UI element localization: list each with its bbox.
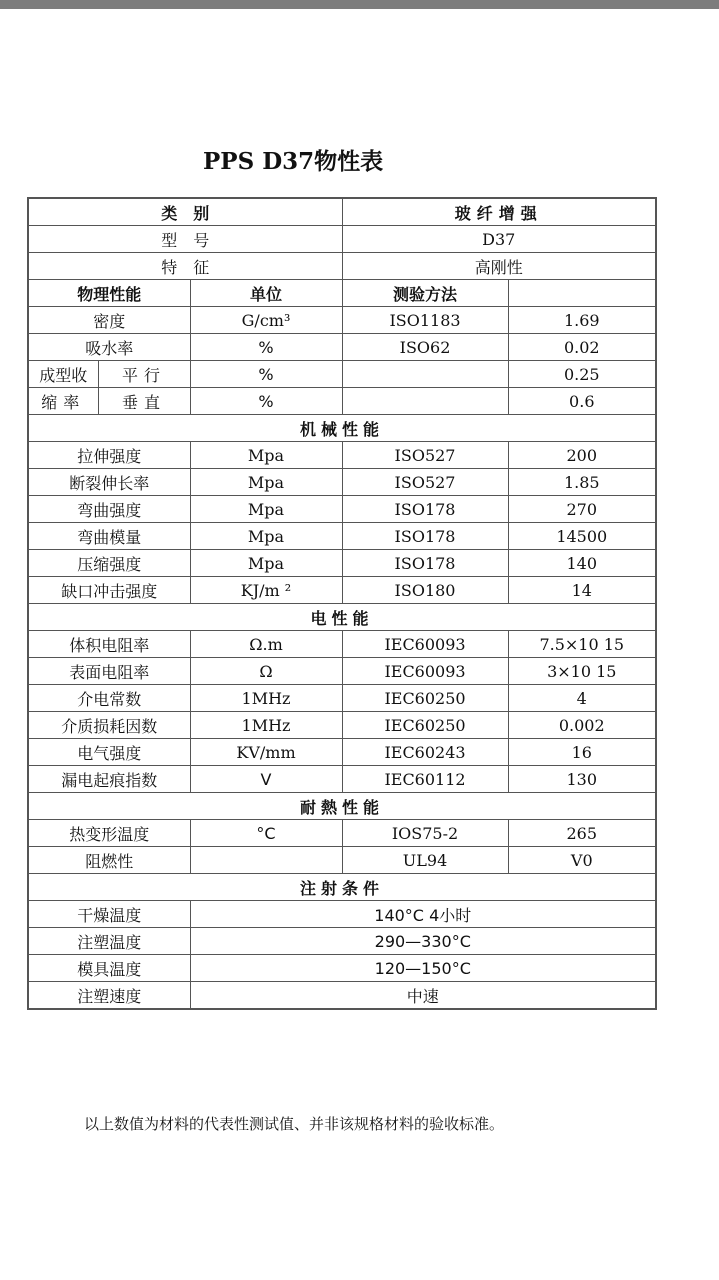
table-row — [28, 361, 656, 388]
property-value: 14 — [508, 577, 656, 604]
condition-name: 注塑速度 — [28, 982, 190, 1010]
property-value: 200 — [508, 442, 656, 469]
property-method: IEC60243 — [342, 739, 508, 766]
model-row — [28, 226, 656, 253]
top-status-bar — [0, 0, 719, 9]
property-name: 热变形温度 — [28, 820, 190, 847]
property-method — [342, 361, 508, 388]
feature-value: 高刚性 — [342, 253, 656, 280]
section-row — [28, 874, 656, 901]
property-method: IEC60112 — [342, 766, 508, 793]
property-method: IEC60250 — [342, 685, 508, 712]
property-name: 平行 — [98, 361, 190, 388]
property-value: 1.69 — [508, 307, 656, 334]
category-value: 玻纤增强 — [342, 198, 656, 226]
property-name: 弯曲强度 — [28, 496, 190, 523]
property-name: 断裂伸长率 — [28, 469, 190, 496]
category-label: 类 别 — [28, 198, 342, 226]
column-header-row — [28, 280, 656, 307]
property-method: IOS75-2 — [342, 820, 508, 847]
property-method — [342, 388, 508, 415]
table-row — [28, 496, 656, 523]
property-table — [27, 197, 657, 1010]
section-mechanical: 机械性能 — [28, 415, 656, 442]
property-unit: G/cm³ — [190, 307, 342, 334]
property-method: ISO527 — [342, 442, 508, 469]
property-value: 0.6 — [508, 388, 656, 415]
section-row — [28, 793, 656, 820]
property-value: 140 — [508, 550, 656, 577]
property-unit: % — [190, 361, 342, 388]
property-unit: Mpa — [190, 442, 342, 469]
property-method: IEC60093 — [342, 631, 508, 658]
table-row — [28, 550, 656, 577]
property-value: 7.5×10 15 — [508, 631, 656, 658]
section-row — [28, 415, 656, 442]
property-value: 14500 — [508, 523, 656, 550]
property-unit: KV/mm — [190, 739, 342, 766]
condition-name: 模具温度 — [28, 955, 190, 982]
property-method: UL94 — [342, 847, 508, 874]
table-row — [28, 631, 656, 658]
table-row — [28, 847, 656, 874]
table-row — [28, 523, 656, 550]
table-row — [28, 712, 656, 739]
property-value: 0.25 — [508, 361, 656, 388]
table-row — [28, 334, 656, 361]
col-property: 物理性能 — [28, 280, 190, 307]
property-method: IEC60250 — [342, 712, 508, 739]
property-name: 压缩强度 — [28, 550, 190, 577]
model-label: 型 号 — [28, 226, 342, 253]
property-name: 密度 — [28, 307, 190, 334]
property-method: ISO178 — [342, 496, 508, 523]
table-row — [28, 955, 656, 982]
property-value: 1.85 — [508, 469, 656, 496]
property-value: 3×10 15 — [508, 658, 656, 685]
property-value: 0.02 — [508, 334, 656, 361]
category-row — [28, 198, 656, 226]
property-value: V0 — [508, 847, 656, 874]
table-row — [28, 928, 656, 955]
property-value: 265 — [508, 820, 656, 847]
table-row — [28, 820, 656, 847]
page-title: PPS D37物性表 — [203, 148, 384, 175]
model-value: D37 — [342, 226, 656, 253]
property-unit: °C — [190, 820, 342, 847]
property-name: 介电常数 — [28, 685, 190, 712]
property-unit — [190, 847, 342, 874]
property-unit: V — [190, 766, 342, 793]
property-unit: Mpa — [190, 496, 342, 523]
property-unit: 1MHz — [190, 712, 342, 739]
condition-value: 120—150°C — [190, 955, 656, 982]
property-value: 16 — [508, 739, 656, 766]
section-injection: 注射条件 — [28, 874, 656, 901]
property-method: ISO180 — [342, 577, 508, 604]
property-name: 电气强度 — [28, 739, 190, 766]
table-row — [28, 442, 656, 469]
feature-row — [28, 253, 656, 280]
section-electrical: 电性能 — [28, 604, 656, 631]
col-unit: 单位 — [190, 280, 342, 307]
property-unit: Mpa — [190, 469, 342, 496]
property-unit: Ω.m — [190, 631, 342, 658]
table-row — [28, 658, 656, 685]
table-row — [28, 982, 656, 1010]
shrink-group-label-line1: 成型收 — [28, 361, 98, 388]
property-method: ISO1183 — [342, 307, 508, 334]
property-name: 吸水率 — [28, 334, 190, 361]
property-unit: Mpa — [190, 523, 342, 550]
property-value: 270 — [508, 496, 656, 523]
property-value: 130 — [508, 766, 656, 793]
property-name: 漏电起痕指数 — [28, 766, 190, 793]
property-name: 表面电阻率 — [28, 658, 190, 685]
property-unit: KJ/m ² — [190, 577, 342, 604]
property-method: IEC60093 — [342, 658, 508, 685]
condition-name: 干燥温度 — [28, 901, 190, 928]
property-unit: Mpa — [190, 550, 342, 577]
property-unit: % — [190, 334, 342, 361]
property-method: ISO527 — [342, 469, 508, 496]
condition-value: 290—330°C — [190, 928, 656, 955]
property-name: 垂直 — [98, 388, 190, 415]
col-method: 测验方法 — [342, 280, 508, 307]
condition-value: 中速 — [190, 982, 656, 1010]
table-row — [28, 739, 656, 766]
property-value: 0.002 — [508, 712, 656, 739]
table-row — [28, 469, 656, 496]
shrink-group-label-line2: 缩率 — [28, 388, 98, 415]
table-row — [28, 577, 656, 604]
condition-name: 注塑温度 — [28, 928, 190, 955]
table-row — [28, 307, 656, 334]
property-value: 4 — [508, 685, 656, 712]
property-method: ISO62 — [342, 334, 508, 361]
property-name: 介质损耗因数 — [28, 712, 190, 739]
table-row — [28, 766, 656, 793]
property-unit: 1MHz — [190, 685, 342, 712]
footer-note: 以上数值为材料的代表性测试值、并非该规格材料的验收标准。 — [84, 1115, 505, 1133]
property-method: ISO178 — [342, 550, 508, 577]
table-row — [28, 901, 656, 928]
col-value — [508, 280, 656, 307]
condition-value: 140°C 4小时 — [190, 901, 656, 928]
property-name: 拉伸强度 — [28, 442, 190, 469]
table-row — [28, 388, 656, 415]
table-row — [28, 685, 656, 712]
section-thermal: 耐熱性能 — [28, 793, 656, 820]
property-unit: Ω — [190, 658, 342, 685]
feature-label: 特 征 — [28, 253, 342, 280]
property-name: 缺口冲击强度 — [28, 577, 190, 604]
property-name: 阻燃性 — [28, 847, 190, 874]
section-row — [28, 604, 656, 631]
property-method: ISO178 — [342, 523, 508, 550]
property-unit: % — [190, 388, 342, 415]
property-name: 体积电阻率 — [28, 631, 190, 658]
property-name: 弯曲模量 — [28, 523, 190, 550]
